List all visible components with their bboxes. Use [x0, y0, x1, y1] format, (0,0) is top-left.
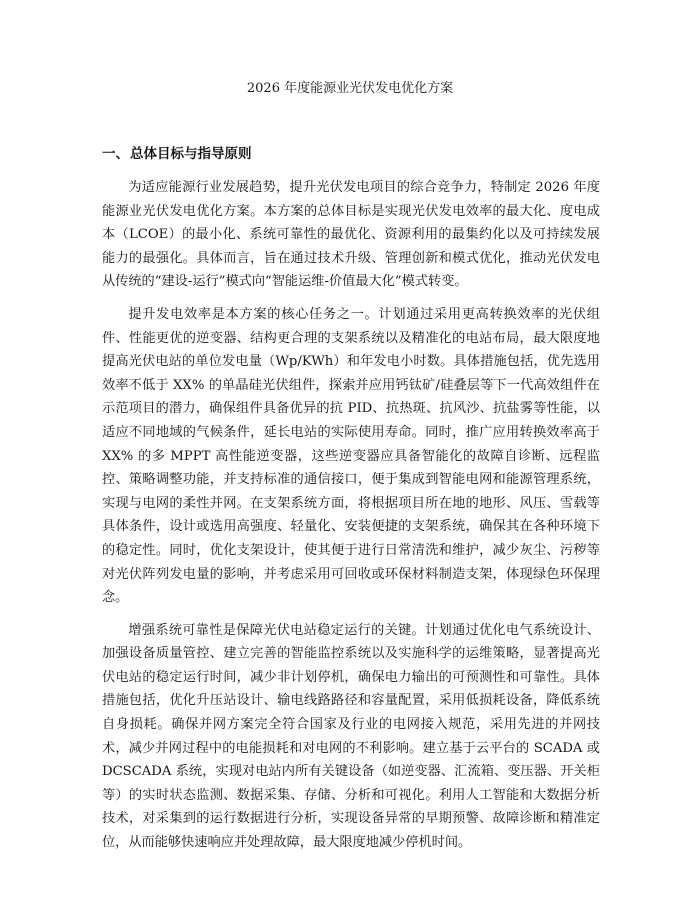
paragraph-3: 增强系统可靠性是保障光伏电站稳定运行的关键。计划通过优化电气系统设计、加强设备质量管控、建立完善的智能监控系统以及实施科学的运维策略，显著提高光伏电站的稳定运行时间，减少非计划停机，确保电力输出的可预测性和可靠性。具体措施包括，优化升压站设计、输电线路路径和容量配置，采用低损耗设备，降低系统自身损耗。确保并网方案完全符合国家及行业的电网接入规范，采用先进的并网技术，减少并网过程中的电能损耗和对电网的不利影响。建立基于云平台的 SCADA 或 DCSCADA 系统，实现对电站内所有关键设备（如逆变器、汇流箱、变压器、开关柜等）的实时状态监测、数据采集、存储、分析和可视化。利用人工智能和大数据分析技术，对采集到的运行数据进行分析，实现设备异常的早期预警、故障诊断和精准定位，从而能够快速响应并处理故障，最大限度地减少停机时间。 — [102, 622, 600, 851]
section-body — [102, 176, 600, 864]
document-title: 2026 年度能源业光伏发电优化方案 — [246, 81, 454, 96]
paragraph-1: 为适应能源行业发展趋势，提升光伏发电项目的综合竞争力，特制定 2026 年度能源业光伏发电优化方案。本方案的总体目标是实现光伏发电效率的最大化、度电成本（LCOE）的最小化、系统可靠性的最优化、资源利用的最集约化以及可持续发展能力的最强化。具体而言，旨在通过技术升级、管理创新和模式优化，推动光伏发电从传统的“建设-运行”模式向“智能运维-价值最大化”模式转变。 — [102, 180, 600, 290]
section-heading-text: 总体目标与指导原则 — [130, 146, 252, 162]
section-number: 一、 — [102, 146, 129, 162]
section-heading — [102, 144, 252, 164]
paragraph-2: 提升发电效率是本方案的核心任务之一。计划通过采用更高转换效率的光伏组件、性能更优的逆变器、结构更合理的支架系统以及精准化的电站布局，最大限度地提高光伏电站的单位发电量（Wp/KWh）和年发电小时数。具体措施包括，优先选用效率不低于 XX% 的单晶硅光伏组件，探索并应用钙钛矿/硅叠层等下一代高效组件在示范项目的潜力，确保组件具备优异的抗 PID、抗热斑、抗风沙、抗盐雾等性能，以适应不同地域的气候条件，延长电站的实际使用寿命。同时，推广应用转换效率高于 XX% 的多 MPPT 高性能逆变器，这些逆变器应具备智能化的故障自诊断、远程监控、策略调整功能，并支持标准的通信接口，便于集成到智能电网和能源管理系统，实现与电网的柔性并网。在支架系统方面，将根据项目所在地的地形、风压、雪载等具体条件，设计或选用高强度、轻量化、安装便捷的支架系统，确保其在各种环境下的稳定性。同时，优化支架设计，使其便于进行日常清洗和维护，减少灰尘、污秽等对光伏阵列发电量的影响，并考虑采用可回收或环保材料制造支架，体现绿色环保理念。 — [102, 306, 600, 606]
